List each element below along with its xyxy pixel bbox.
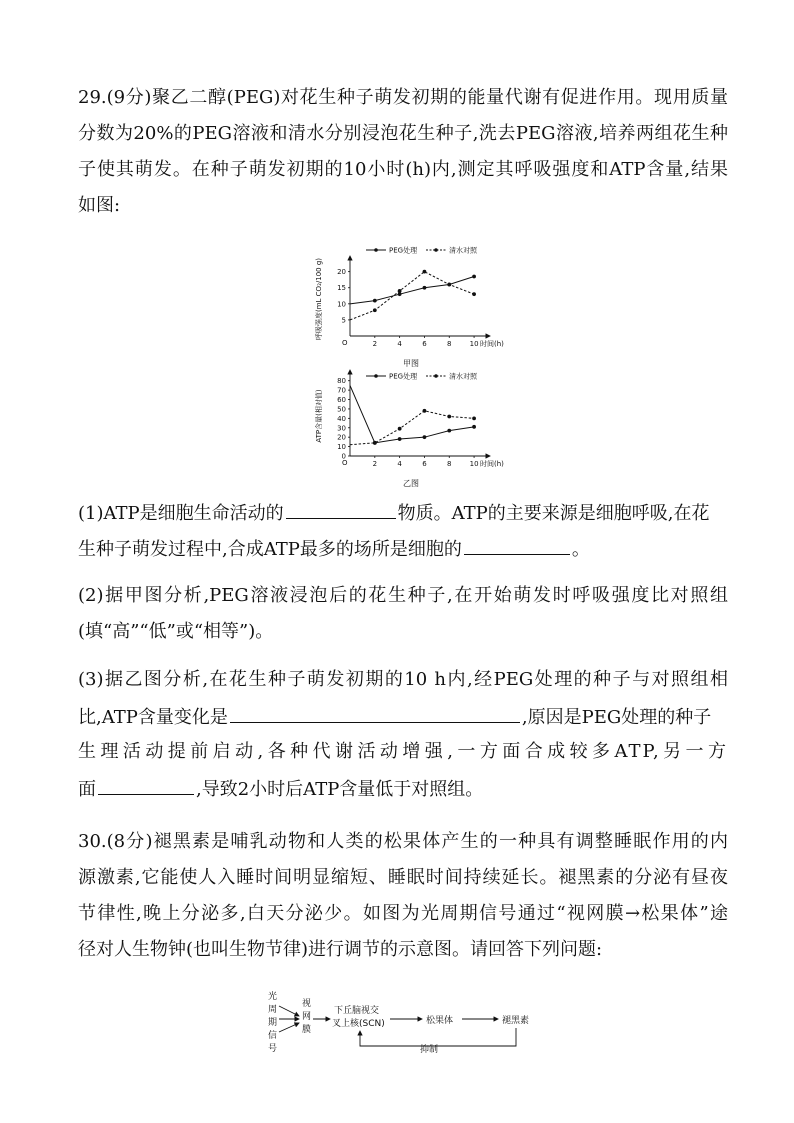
q29-sub3: [78, 662, 728, 806]
signal-char: 信: [268, 1031, 278, 1041]
series-line-peg: [350, 276, 474, 303]
data-point: [398, 289, 402, 293]
q29-sub3-line2a: 比,ATP含量变化是: [78, 707, 228, 728]
y-tick-label: 40: [337, 414, 346, 423]
q29-stem-line: 如图:: [78, 195, 121, 216]
answer-blank-2[interactable]: [464, 530, 570, 555]
legend-marker: [374, 374, 378, 378]
data-point: [423, 409, 427, 413]
q29-stem-line: 29.(9分)聚乙二醇(PEG)对花生种子萌发初期的能量代谢有促进作用。现用质量: [78, 87, 728, 108]
y-tick-label: 0: [341, 452, 346, 461]
q30-stem-line: 节律性,晚上分泌多,白天分泌少。如图为光周期信号通过“视网膜→松果体”途: [78, 903, 728, 924]
chart-atp: [310, 368, 504, 490]
q29-sub3-line3: 生理活动提前启动,各种代谢活动增强,一方面合成较多ATP,另一方: [78, 741, 728, 762]
scn-label: 叉上核(SCN): [332, 1019, 385, 1029]
q29-stem: [78, 80, 728, 224]
retina-char: 视: [302, 999, 312, 1009]
x-axis-label: 时间(h): [480, 460, 504, 468]
pathway-diagram: [262, 988, 542, 1060]
q30-stem-line: 源激素,它能使人入睡时间明显缩短、睡眠时间持续延长。褪黑素的分泌有昼夜: [78, 867, 728, 888]
chart-title: 乙图: [403, 479, 419, 488]
data-point: [472, 292, 476, 296]
arrow: [279, 1023, 299, 1032]
signal-char: 光: [268, 992, 278, 1002]
signal-char: 周: [268, 1005, 278, 1015]
x-tick-label: 6: [422, 340, 427, 348]
x-tick-label: 8: [447, 340, 452, 348]
x-tick-label: 4: [397, 460, 402, 468]
data-point: [398, 437, 402, 441]
origin-label: O: [342, 459, 348, 467]
q29-sub2-line1: (2)据甲图分析,PEG溶液浸泡后的花生种子,在开始萌发时呼吸强度比对照组: [78, 585, 728, 606]
y-tick-label: 5: [341, 316, 346, 325]
legend-label: PEG处理: [389, 246, 418, 255]
inhibit-label: 抑制: [420, 1045, 439, 1055]
x-tick-label: 10: [469, 460, 479, 468]
data-point: [373, 299, 377, 303]
y-tick-label: 30: [337, 424, 346, 433]
q29-sub3-line2b: ,原因是PEG处理的种子: [521, 707, 712, 728]
data-point: [423, 286, 427, 290]
data-point: [373, 308, 377, 312]
legend-marker: [374, 248, 378, 252]
data-point: [398, 427, 402, 431]
pineal-label: 松果体: [426, 1016, 454, 1026]
y-tick-label: 70: [337, 386, 346, 395]
signal-char: 期: [268, 1018, 278, 1028]
q29-sub1-text-c: 生种子萌发过程中,合成ATP最多的场所是细胞的: [78, 539, 462, 560]
y-axis-label: ATP含量(相对值): [315, 389, 323, 443]
retina-char: 膜: [302, 1025, 312, 1035]
data-point: [373, 441, 377, 445]
data-point: [472, 425, 476, 429]
origin-label: O: [342, 339, 348, 347]
series-line-peg: [350, 385, 474, 442]
q29-stem-line: 子使其萌发。在种子萌发初期的10小时(h)内,测定其呼吸强度和ATP含量,结果: [78, 159, 728, 180]
y-tick-label: 50: [337, 405, 346, 414]
q29-sub1-text-b: 物质。ATP的主要来源是细胞呼吸,在花: [397, 503, 710, 524]
y-tick-label: 60: [337, 396, 346, 405]
q29-sub2-line2: (填“高”“低”或“相等”)。: [78, 621, 274, 642]
y-tick-label: 10: [337, 443, 346, 452]
data-point: [447, 429, 451, 433]
data-point: [423, 270, 427, 274]
x-tick-label: 4: [397, 340, 402, 348]
arrow: [279, 1006, 299, 1016]
y-tick-label: 10: [337, 300, 346, 309]
answer-blank-4[interactable]: [98, 770, 194, 795]
data-point: [447, 283, 451, 287]
y-tick-label: 15: [337, 284, 346, 293]
x-tick-label: 8: [447, 460, 452, 468]
chart-title: 甲图: [403, 359, 419, 368]
answer-blank-3[interactable]: [230, 698, 520, 723]
q30-stem-line: 30.(8分)褪黑素是哺乳动物和人类的松果体产生的一种具有调整睡眠作用的内: [78, 831, 728, 852]
x-axis-label: 时间(h): [480, 340, 504, 348]
feedback-arrow: [360, 1028, 516, 1046]
legend-label: PEG处理: [389, 372, 418, 381]
signal-char: 号: [268, 1044, 278, 1054]
data-point: [423, 435, 427, 439]
q29-sub1: [78, 494, 728, 566]
melatonin-label: 褪黑素: [502, 1016, 530, 1026]
data-point: [472, 416, 476, 420]
x-tick-label: 6: [422, 460, 427, 468]
q30-stem-line: 径对人生物钟(也叫生物节律)进行调节的示意图。请回答下列问题:: [78, 939, 603, 960]
chart-respiration: [310, 242, 504, 370]
y-tick-label: 80: [337, 377, 346, 386]
q30-stem: [78, 824, 728, 968]
retina-char: 网: [302, 1012, 312, 1022]
y-axis-label: 呼吸强度(mL CO₂/100 g): [315, 258, 323, 340]
x-tick-label: 2: [372, 460, 378, 468]
y-tick-label: 20: [337, 433, 346, 442]
data-point: [447, 415, 451, 419]
scn-label: 下丘脑视交: [334, 1006, 380, 1016]
legend-label: 清水对照: [449, 246, 477, 255]
x-tick-label: 2: [372, 340, 378, 348]
y-tick-label: 20: [337, 268, 346, 277]
legend-marker: [434, 374, 438, 378]
q29-stem-line: 分数为20%的PEG溶液和清水分别浸泡花生种子,洗去PEG溶液,培养两组花生种: [78, 123, 728, 144]
q29-sub1-text-a: (1)ATP是细胞生命活动的: [78, 503, 284, 524]
answer-blank-1[interactable]: [286, 494, 396, 519]
q29-sub3-line4a: 面: [78, 779, 96, 800]
q29-sub3-line4b: ,导致2小时后ATP含量低于对照组。: [196, 779, 484, 800]
legend-marker: [434, 248, 438, 252]
x-tick-label: 10: [469, 340, 479, 348]
series-line-control: [350, 272, 474, 320]
q29-sub1-text-d: 。: [571, 539, 590, 560]
q29-sub2: [78, 578, 728, 650]
data-point: [472, 275, 476, 279]
q29-sub3-line1: (3)据乙图分析,在花生种子萌发初期的10 h内,经PEG处理的种子与对照组相: [78, 669, 728, 690]
legend-label: 清水对照: [449, 372, 477, 381]
